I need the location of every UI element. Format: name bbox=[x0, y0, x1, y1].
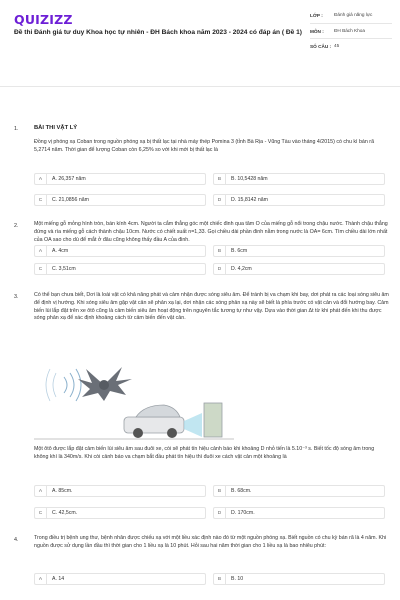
option-3d[interactable] bbox=[213, 507, 385, 519]
option-letter: C bbox=[35, 508, 47, 518]
question-1-text: Đồng vị phóng xạ Coban trong nguồn phóng xạ bị thất lạc tại nhà máy thép Pomina 3 (tỉnh Bà Rịa - Vũng Tàu vào tháng 4/2015) có chu kì bán rã 5,2714 năm. Thời gian để lượng Coban còn 6,25% so với khi mới bị thất lạc là bbox=[34, 139, 375, 153]
option-text: A. 4cm bbox=[52, 248, 69, 254]
reflected-waves bbox=[46, 369, 56, 401]
option-text: C. 3,51cm bbox=[52, 266, 76, 272]
option-letter: A bbox=[35, 246, 47, 256]
option-4b[interactable] bbox=[213, 573, 385, 585]
option-letter: B bbox=[214, 174, 226, 184]
option-letter: A bbox=[35, 574, 47, 584]
meta-value: Đánh giá năng lực bbox=[334, 12, 373, 17]
option-letter: B bbox=[214, 574, 226, 584]
document-title: Đề thi Đánh giá tư duy Khoa học tự nhiên - ĐH Bách khoa năm 2023 - 2024 có đáp án ( Đề 1) bbox=[14, 29, 303, 36]
option-text: A. 26,357 năm bbox=[52, 176, 86, 182]
option-text: B. 6cm bbox=[231, 248, 248, 254]
option-text: A. 14 bbox=[52, 576, 65, 582]
option-text: D. 170cm. bbox=[231, 510, 255, 516]
meta-panel bbox=[310, 12, 392, 58]
sensor-beam bbox=[184, 413, 202, 437]
option-text: B. 10 bbox=[231, 576, 244, 582]
header-divider bbox=[0, 86, 400, 87]
quizizz-logo: QUIZIZZ bbox=[14, 12, 73, 27]
option-3b[interactable] bbox=[213, 485, 385, 497]
option-2b[interactable] bbox=[213, 245, 385, 257]
section-heading: BÀI THI VẬT LÝ bbox=[34, 125, 78, 131]
option-1a[interactable] bbox=[34, 173, 206, 185]
option-letter: A bbox=[35, 486, 47, 496]
option-4a[interactable] bbox=[34, 573, 206, 585]
option-text: D. 15,8142 năm bbox=[231, 197, 268, 203]
option-text: A. 85cm. bbox=[52, 488, 73, 494]
meta-label: LỚP : bbox=[310, 13, 323, 18]
option-text: C. 21,0856 năm bbox=[52, 197, 89, 203]
obstacle-wall bbox=[204, 403, 222, 437]
option-text: C. 42,5cm. bbox=[52, 510, 78, 516]
option-letter: D bbox=[214, 264, 226, 274]
option-1d[interactable] bbox=[213, 194, 385, 206]
meta-value: ĐH Bách Khoa bbox=[334, 27, 366, 33]
option-letter: A bbox=[35, 174, 47, 184]
question-number: 4. bbox=[14, 537, 19, 543]
option-letter: D bbox=[214, 508, 226, 518]
option-text: B. 10,5428 năm bbox=[231, 176, 268, 182]
meta-row-class bbox=[310, 12, 392, 24]
question-1-body bbox=[34, 125, 390, 133]
option-2d[interactable] bbox=[213, 263, 385, 275]
ultrasonic-waves bbox=[64, 369, 81, 401]
option-3a[interactable] bbox=[34, 485, 206, 497]
question-3-text-continued: Một ôtô được lắp đặt cảm biến lùi siêu âm sau đuôi xe, còi sẽ phát tín hiệu cảnh báo khi khoảng D nhỏ tiến là 5.10⁻³ s. Biết tốc độ sóng âm trong không khí là 340m/s. Khi còi cảnh báo va chạm bắt đầu phát tín hiệu thì đuôi xe cách vật cản một khoảng là bbox=[34, 446, 375, 460]
question-4-text: Trong điều trị bệnh ung thư, bệnh nhân được chiếu xạ với một liều xác định nào đó từ một nguồn phóng xạ. Biết nguồn có chu kỳ bán rã là 4 năm. Khi nguồn được sử dụng lần đầu thì thời gian cho 1 liều xạ là 10 phút. Hỏi sau hai năm thời gian cho 1 liều xạ là bao nhiêu phút: bbox=[34, 535, 387, 549]
bat-and-car-sensor-illustration bbox=[34, 355, 234, 445]
question-3-text: Có thể bạn chưa biết, Dơi là loài vật có khả năng phát và cảm nhận được sóng siêu âm. Để tránh bị va chạm khi bay, dơi phát ra các loại sóng siêu âm để định vị hướng. Khi sóng siêu âm gặp vật cản sẽ phản xạ lại, dơi nhận các sóng phản xạ này sẽ biết là phía trước có vật cản và đổi hướng bay. Cảm biến lùi lắp đặt trên xe ôtô cũng là cảm biến siêu âm hoạt động trên nguyên tắc tương tự như vậy. Dựa vào thời gian Δt từ khi phát đến khi thu được sóng phản xạ để xác định khoảng cách từ cảm biến đến vật cản. bbox=[34, 292, 389, 322]
option-letter: B bbox=[214, 486, 226, 496]
meta-value: 45 bbox=[334, 43, 340, 48]
option-1b[interactable] bbox=[213, 173, 385, 185]
question-number: 2. bbox=[14, 223, 19, 229]
option-letter: C bbox=[35, 195, 47, 205]
meta-label: SỐ CÂU : bbox=[310, 44, 332, 49]
option-text: D. 4,2cm bbox=[231, 266, 252, 272]
option-2a[interactable] bbox=[34, 245, 206, 257]
option-1c[interactable] bbox=[34, 194, 206, 206]
question-number: 1. bbox=[14, 126, 19, 132]
question-number: 3. bbox=[14, 294, 19, 300]
car-icon bbox=[124, 405, 184, 438]
question-2-text: Một miếng gỗ mỏng hình tròn, bán kính 4cm. Người ta cắm thẳng góc một chiếc đinh qua tâm O của miếng gỗ nổi trong chậu nước. Thành chậu thẳng đứng và rìa miếng gỗ cách thành chậu 10cm. Nước có chiết suất n=1,33. Gọi chiều dài phần đinh nằm trong nước là OA= 6cm. Tìm chiều dài lớn nhất của OA sao cho dù để mắt ở đâu cũng không thấy đầu A của đinh. bbox=[34, 221, 388, 243]
option-2c[interactable] bbox=[34, 263, 206, 275]
option-3c[interactable] bbox=[34, 507, 206, 519]
meta-row-count bbox=[310, 43, 392, 54]
bat-icon bbox=[78, 367, 132, 401]
option-text: B. 68cm. bbox=[231, 488, 252, 494]
option-letter: C bbox=[35, 264, 47, 274]
meta-label: MÔN : bbox=[310, 28, 324, 34]
option-letter: D bbox=[214, 195, 226, 205]
option-letter: B bbox=[214, 246, 226, 256]
meta-row-subject bbox=[310, 28, 392, 40]
